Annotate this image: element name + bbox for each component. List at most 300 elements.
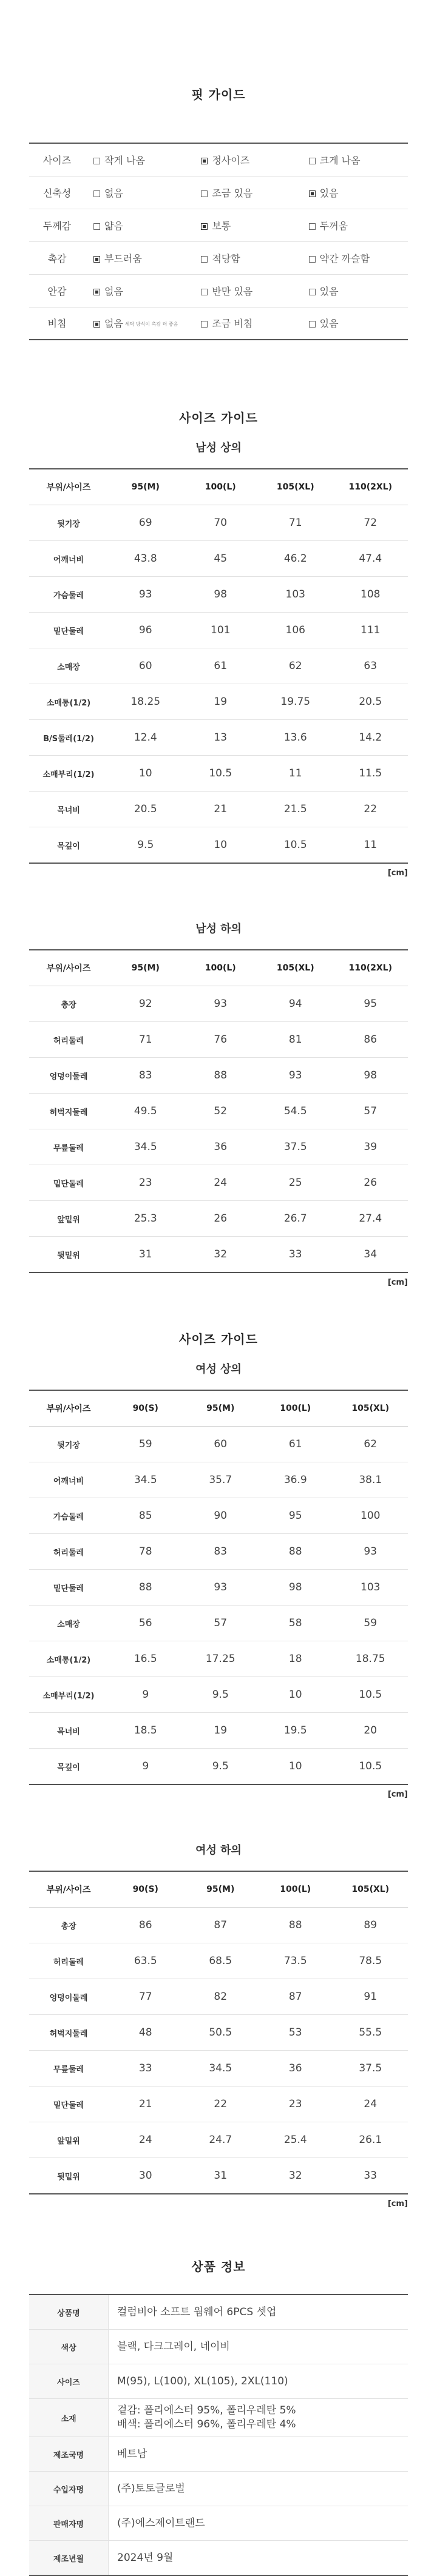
measure-part: 가슴둘레 — [29, 577, 108, 613]
size-value: 19 — [183, 1713, 259, 1749]
table-row — [29, 1237, 408, 1273]
checked-box-icon — [93, 321, 100, 328]
fit-option — [192, 143, 300, 176]
size-value: 86 — [333, 1022, 408, 1058]
size-value: 9 — [108, 1677, 183, 1713]
size-value: 86 — [108, 1908, 183, 1943]
size-value: 18.75 — [333, 1641, 408, 1677]
size-value: 61 — [258, 1427, 333, 1462]
info-line: 컬럼비아 소프트 웜웨어 6PCS 셋업 — [117, 2305, 277, 2318]
fit-guide-title: 핏 가이드 — [191, 87, 246, 102]
size-value: 103 — [333, 1570, 408, 1606]
size-value: 88 — [258, 1534, 333, 1570]
size-value: 34 — [333, 1237, 408, 1273]
size-value: 10 — [258, 1677, 333, 1713]
size-value: 21 — [183, 792, 259, 827]
size-value: 69 — [108, 505, 183, 541]
column-header: 95(M) — [108, 950, 183, 986]
size-value: 11 — [333, 827, 408, 864]
info-key: 판매자명 — [29, 2506, 109, 2541]
table-row — [29, 2158, 408, 2194]
size-value: 19.75 — [258, 684, 333, 720]
fit-row — [29, 209, 408, 241]
size-value: 10.5 — [333, 1677, 408, 1713]
womens-bottom-size-table — [29, 1871, 408, 2194]
column-header: 90(S) — [108, 1871, 183, 1908]
fit-option — [192, 307, 300, 340]
size-value: 62 — [258, 648, 333, 684]
size-value: 77 — [108, 1979, 183, 2015]
fit-option-text: 반만 있음 — [212, 285, 253, 297]
size-value: 60 — [108, 648, 183, 684]
size-value: 10.5 — [258, 827, 333, 864]
unit-label: [cm] — [387, 1278, 408, 1287]
size-value: 17.25 — [183, 1641, 259, 1677]
size-value: 26.1 — [333, 2122, 408, 2158]
measure-part: 소매장 — [29, 1606, 108, 1641]
size-value: 78.5 — [333, 1943, 408, 1979]
size-value: 30 — [108, 2158, 183, 2194]
fit-row — [29, 241, 408, 274]
size-value: 70 — [183, 505, 259, 541]
measure-part: 밑단둘레 — [29, 2087, 108, 2122]
column-header: 부위/사이즈 — [29, 1871, 108, 1908]
unit-label: [cm] — [387, 2199, 408, 2208]
table-row — [29, 1908, 408, 1943]
table-row — [29, 505, 408, 541]
fit-row — [29, 176, 408, 209]
table-row — [29, 684, 408, 720]
size-value: 16.5 — [108, 1641, 183, 1677]
fit-option — [85, 209, 192, 241]
measure-part: 밑단둘레 — [29, 1570, 108, 1606]
size-value: 52 — [183, 1094, 259, 1129]
size-value: 36.9 — [258, 1462, 333, 1498]
info-line: 베트남 — [117, 2447, 147, 2460]
size-value: 25.4 — [258, 2122, 333, 2158]
size-value: 36 — [258, 2051, 333, 2087]
unchecked-box-icon — [201, 190, 208, 197]
fit-row-label: 촉감 — [29, 241, 85, 274]
measure-part: 앞밑위 — [29, 1201, 108, 1237]
fit-guide-table — [29, 143, 408, 340]
column-header: 105(XL) — [333, 1871, 408, 1908]
size-value: 37.5 — [333, 2051, 408, 2087]
info-key: 색상 — [29, 2330, 109, 2364]
size-value: 63 — [333, 648, 408, 684]
unit-label: [cm] — [387, 1790, 408, 1799]
fit-option-text: 크게 나옴 — [319, 154, 361, 166]
measure-part: 소매장 — [29, 648, 108, 684]
size-value: 88 — [183, 1058, 259, 1094]
info-value — [109, 2330, 408, 2364]
table-row — [29, 1201, 408, 1237]
info-value — [109, 2399, 408, 2437]
mens-bottom-size-table — [29, 949, 408, 1273]
fit-option-text: 있음 — [319, 318, 339, 330]
size-value: 89 — [333, 1908, 408, 1943]
table-row — [29, 613, 408, 648]
measure-part: 엉덩이둘레 — [29, 1979, 108, 2015]
size-value: 26.7 — [258, 1201, 333, 1237]
size-value: 34.5 — [183, 2051, 259, 2087]
size-value: 106 — [258, 613, 333, 648]
size-value: 22 — [333, 792, 408, 827]
fit-option-text: 작게 나옴 — [104, 154, 145, 166]
column-header: 부위/사이즈 — [29, 1390, 108, 1427]
measure-part: 엉덩이둘레 — [29, 1058, 108, 1094]
size-value: 45 — [183, 541, 259, 577]
measure-part: 어깨너비 — [29, 541, 108, 577]
fit-row-label: 비침 — [29, 307, 85, 340]
size-value: 83 — [108, 1058, 183, 1094]
unchecked-box-icon — [309, 223, 316, 230]
size-value: 82 — [183, 1979, 259, 2015]
table-row — [29, 1534, 408, 1570]
size-value: 21.5 — [258, 792, 333, 827]
info-line: 2024년 9월 — [117, 2551, 174, 2564]
info-line: 겉감: 폴리에스터 95%, 폴리우레탄 5% — [117, 2404, 296, 2416]
table-row — [29, 1427, 408, 1462]
info-value — [109, 2295, 408, 2330]
fit-option — [300, 241, 408, 274]
table-row — [29, 2087, 408, 2122]
size-value: 46.2 — [258, 541, 333, 577]
fit-option-text: 없음 — [104, 187, 123, 199]
size-value: 38.1 — [333, 1462, 408, 1498]
size-value: 47.4 — [333, 541, 408, 577]
size-value: 60 — [183, 1427, 259, 1462]
mens-top-title: 남성 상의 — [195, 442, 242, 454]
info-value — [109, 2506, 408, 2541]
unchecked-box-icon — [309, 256, 316, 263]
measure-part: 어깨너비 — [29, 1462, 108, 1498]
measure-part: 소매통(1/2) — [29, 1641, 108, 1677]
measure-part: 앞밑위 — [29, 2122, 108, 2158]
size-value: 10 — [183, 827, 259, 864]
size-value: 20.5 — [333, 684, 408, 720]
fit-option — [300, 176, 408, 209]
size-value: 63.5 — [108, 1943, 183, 1979]
womens-top-size-table — [29, 1390, 408, 1785]
table-row — [29, 1606, 408, 1641]
fit-option-text: 보통 — [212, 220, 231, 232]
table-row — [29, 1498, 408, 1534]
checked-box-icon — [201, 223, 208, 230]
info-key: 수입자명 — [29, 2472, 109, 2506]
fit-row — [29, 274, 408, 307]
size-value: 100 — [333, 1498, 408, 1534]
product-info-title: 상품 정보 — [191, 2259, 246, 2274]
measure-part: 소매부리(1/2) — [29, 756, 108, 792]
column-header: 95(M) — [183, 1390, 259, 1427]
size-value: 34.5 — [108, 1462, 183, 1498]
size-value: 96 — [108, 613, 183, 648]
size-value: 10 — [108, 756, 183, 792]
table-row — [29, 756, 408, 792]
size-value: 53 — [258, 2015, 333, 2051]
fit-row-label: 사이즈 — [29, 143, 85, 176]
size-value: 62 — [333, 1427, 408, 1462]
fit-option — [192, 176, 300, 209]
measure-part: 무릎둘레 — [29, 1129, 108, 1165]
size-value: 93 — [183, 986, 259, 1022]
size-value: 93 — [333, 1534, 408, 1570]
info-line: (주)토토글로벌 — [117, 2482, 185, 2495]
column-header: 110(2XL) — [333, 469, 408, 505]
size-value: 31 — [183, 2158, 259, 2194]
fit-option — [192, 209, 300, 241]
table-row — [29, 541, 408, 577]
fit-row — [29, 143, 408, 176]
fit-option — [300, 209, 408, 241]
womens-top-title: 여성 상의 — [195, 1363, 242, 1376]
fit-option — [85, 176, 192, 209]
product-info-table — [29, 2294, 408, 2576]
fit-option — [85, 274, 192, 307]
fit-option-text: 없음 — [104, 285, 123, 297]
size-value: 9.5 — [183, 1749, 259, 1785]
table-row — [29, 1570, 408, 1606]
size-value: 88 — [258, 1908, 333, 1943]
size-value: 90 — [183, 1498, 259, 1534]
size-value: 76 — [183, 1022, 259, 1058]
table-row — [29, 1713, 408, 1749]
info-value — [109, 2541, 408, 2576]
unchecked-box-icon — [201, 321, 208, 328]
measure-part: 뒷밑위 — [29, 1237, 108, 1273]
table-row — [29, 1462, 408, 1498]
fit-option — [85, 307, 192, 340]
measure-part: 소매통(1/2) — [29, 684, 108, 720]
size-value: 94 — [258, 986, 333, 1022]
size-value: 24 — [108, 2122, 183, 2158]
size-value: 10.5 — [183, 756, 259, 792]
info-row — [29, 2295, 408, 2330]
size-value: 93 — [108, 577, 183, 613]
size-value: 101 — [183, 613, 259, 648]
measure-part: 허리둘레 — [29, 1943, 108, 1979]
size-value: 98 — [258, 1570, 333, 1606]
measure-part: 총장 — [29, 986, 108, 1022]
table-row — [29, 720, 408, 756]
size-value: 93 — [258, 1058, 333, 1094]
size-value: 9.5 — [108, 827, 183, 864]
info-value — [109, 2437, 408, 2472]
unit-label: [cm] — [387, 869, 408, 878]
size-value: 19.5 — [258, 1713, 333, 1749]
size-guide-title: 사이즈 가이드 — [179, 411, 258, 425]
measure-part: 밑단둘레 — [29, 1165, 108, 1201]
fit-option-text: 얇음 — [104, 220, 123, 232]
size-value: 68.5 — [183, 1943, 259, 1979]
table-header-row — [29, 469, 408, 505]
size-value: 49.5 — [108, 1094, 183, 1129]
measure-part: 뒷기장 — [29, 1427, 108, 1462]
unchecked-box-icon — [309, 289, 316, 295]
size-value: 59 — [108, 1427, 183, 1462]
size-value: 24 — [333, 2087, 408, 2122]
measure-part: 가슴둘레 — [29, 1498, 108, 1534]
info-key: 제조국명 — [29, 2437, 109, 2472]
table-row — [29, 2122, 408, 2158]
info-row — [29, 2364, 408, 2399]
size-value: 21 — [108, 2087, 183, 2122]
measure-part: 목깊이 — [29, 827, 108, 864]
size-value: 32 — [258, 2158, 333, 2194]
info-key: 제조년월 — [29, 2541, 109, 2576]
table-row — [29, 792, 408, 827]
size-value: 73.5 — [258, 1943, 333, 1979]
size-value: 11 — [258, 756, 333, 792]
table-row — [29, 577, 408, 613]
size-value: 98 — [183, 577, 259, 613]
size-value: 24 — [183, 1165, 259, 1201]
size-value: 33 — [108, 2051, 183, 2087]
size-value: 50.5 — [183, 2015, 259, 2051]
size-value: 10.5 — [333, 1749, 408, 1785]
checked-box-icon — [93, 256, 100, 263]
measure-part: 목너비 — [29, 792, 108, 827]
column-header: 100(L) — [258, 1871, 333, 1908]
size-value: 18 — [258, 1641, 333, 1677]
info-line: 배색: 폴리에스터 96%, 폴리우레탄 4% — [117, 2418, 296, 2430]
unchecked-box-icon — [309, 321, 316, 328]
table-row — [29, 1165, 408, 1201]
info-line: M(95), L(100), XL(105), 2XL(110) — [117, 2375, 288, 2387]
size-value: 93 — [183, 1570, 259, 1606]
size-value: 91 — [333, 1979, 408, 2015]
info-key: 소재 — [29, 2399, 109, 2437]
size-value: 85 — [108, 1498, 183, 1534]
size-value: 103 — [258, 577, 333, 613]
size-value: 88 — [108, 1570, 183, 1606]
size-value: 20 — [333, 1713, 408, 1749]
column-header: 95(M) — [183, 1871, 259, 1908]
column-header: 100(L) — [183, 469, 259, 505]
fit-option-text: 있음 — [319, 285, 339, 297]
size-value: 83 — [183, 1534, 259, 1570]
fit-option-text: 정사이즈 — [212, 154, 250, 166]
table-header-row — [29, 1390, 408, 1427]
size-value: 57 — [183, 1606, 259, 1641]
checked-box-icon — [201, 158, 208, 164]
size-value: 22 — [183, 2087, 259, 2122]
unchecked-box-icon — [93, 158, 100, 164]
fit-option-text: 약간 까슬함 — [319, 252, 370, 264]
mens-top-size-table — [29, 468, 408, 864]
size-value: 58 — [258, 1606, 333, 1641]
fit-option — [300, 143, 408, 176]
column-header: 95(M) — [108, 469, 183, 505]
fit-option — [85, 241, 192, 274]
unchecked-box-icon — [309, 158, 316, 164]
size-value: 33 — [333, 2158, 408, 2194]
unchecked-box-icon — [93, 190, 100, 197]
fit-option — [300, 274, 408, 307]
info-row — [29, 2472, 408, 2506]
size-value: 72 — [333, 505, 408, 541]
column-header: 100(L) — [258, 1390, 333, 1427]
size-value: 23 — [258, 2087, 333, 2122]
size-value: 27.4 — [333, 1201, 408, 1237]
info-value — [109, 2472, 408, 2506]
fit-option-text: 조금 비침 — [212, 318, 253, 330]
size-value: 81 — [258, 1022, 333, 1058]
measure-part: 허리둘레 — [29, 1534, 108, 1570]
size-value: 12.4 — [108, 720, 183, 756]
info-row — [29, 2506, 408, 2541]
size-value: 26 — [333, 1165, 408, 1201]
table-row — [29, 2015, 408, 2051]
info-line: (주)에스제이트랜드 — [117, 2517, 205, 2529]
measure-part: 총장 — [29, 1908, 108, 1943]
fit-row-label: 신축성 — [29, 176, 85, 209]
measure-part: 허벅지둘레 — [29, 1094, 108, 1129]
table-row — [29, 1129, 408, 1165]
size-value: 55.5 — [333, 2015, 408, 2051]
column-header: 105(XL) — [258, 950, 333, 986]
info-row — [29, 2330, 408, 2364]
measure-part: 허리둘레 — [29, 1022, 108, 1058]
size-value: 25 — [258, 1165, 333, 1201]
fit-small-note: 세탁 방식이 촉감 더 좋음 — [124, 321, 178, 328]
size-value: 36 — [183, 1129, 259, 1165]
size-value: 56 — [108, 1606, 183, 1641]
table-row — [29, 1641, 408, 1677]
fit-option-text: 없음 — [104, 318, 123, 330]
size-value: 87 — [258, 1979, 333, 2015]
info-key: 사이즈 — [29, 2364, 109, 2399]
table-row — [29, 1022, 408, 1058]
size-value: 23 — [108, 1165, 183, 1201]
size-value: 87 — [183, 1908, 259, 1943]
size-value: 108 — [333, 577, 408, 613]
column-header: 110(2XL) — [333, 950, 408, 986]
column-header: 105(XL) — [258, 469, 333, 505]
size-value: 11.5 — [333, 756, 408, 792]
size-value: 24.7 — [183, 2122, 259, 2158]
column-header: 부위/사이즈 — [29, 950, 108, 986]
size-value: 95 — [333, 986, 408, 1022]
size-value: 98 — [333, 1058, 408, 1094]
fit-option-text: 두꺼움 — [319, 220, 348, 232]
checked-box-icon — [93, 289, 100, 295]
size-value: 35.7 — [183, 1462, 259, 1498]
womens-bottom-title: 여성 하의 — [195, 1844, 242, 1857]
table-row — [29, 1749, 408, 1785]
fit-option-text: 있음 — [319, 187, 339, 199]
size-value: 19 — [183, 684, 259, 720]
size-value: 37.5 — [258, 1129, 333, 1165]
measure-part: 소매부리(1/2) — [29, 1677, 108, 1713]
size-value: 43.8 — [108, 541, 183, 577]
table-row — [29, 1058, 408, 1094]
size-value: 59 — [333, 1606, 408, 1641]
fit-row-label: 두께감 — [29, 209, 85, 241]
fit-row — [29, 307, 408, 340]
measure-part: 무릎둘레 — [29, 2051, 108, 2087]
fit-option-text: 적당함 — [212, 252, 240, 264]
table-row — [29, 1094, 408, 1129]
measure-part: 목너비 — [29, 1713, 108, 1749]
size-value: 18.5 — [108, 1713, 183, 1749]
size-value: 92 — [108, 986, 183, 1022]
size-value: 48 — [108, 2015, 183, 2051]
size-value: 20.5 — [108, 792, 183, 827]
table-row — [29, 1979, 408, 2015]
fit-option — [192, 274, 300, 307]
